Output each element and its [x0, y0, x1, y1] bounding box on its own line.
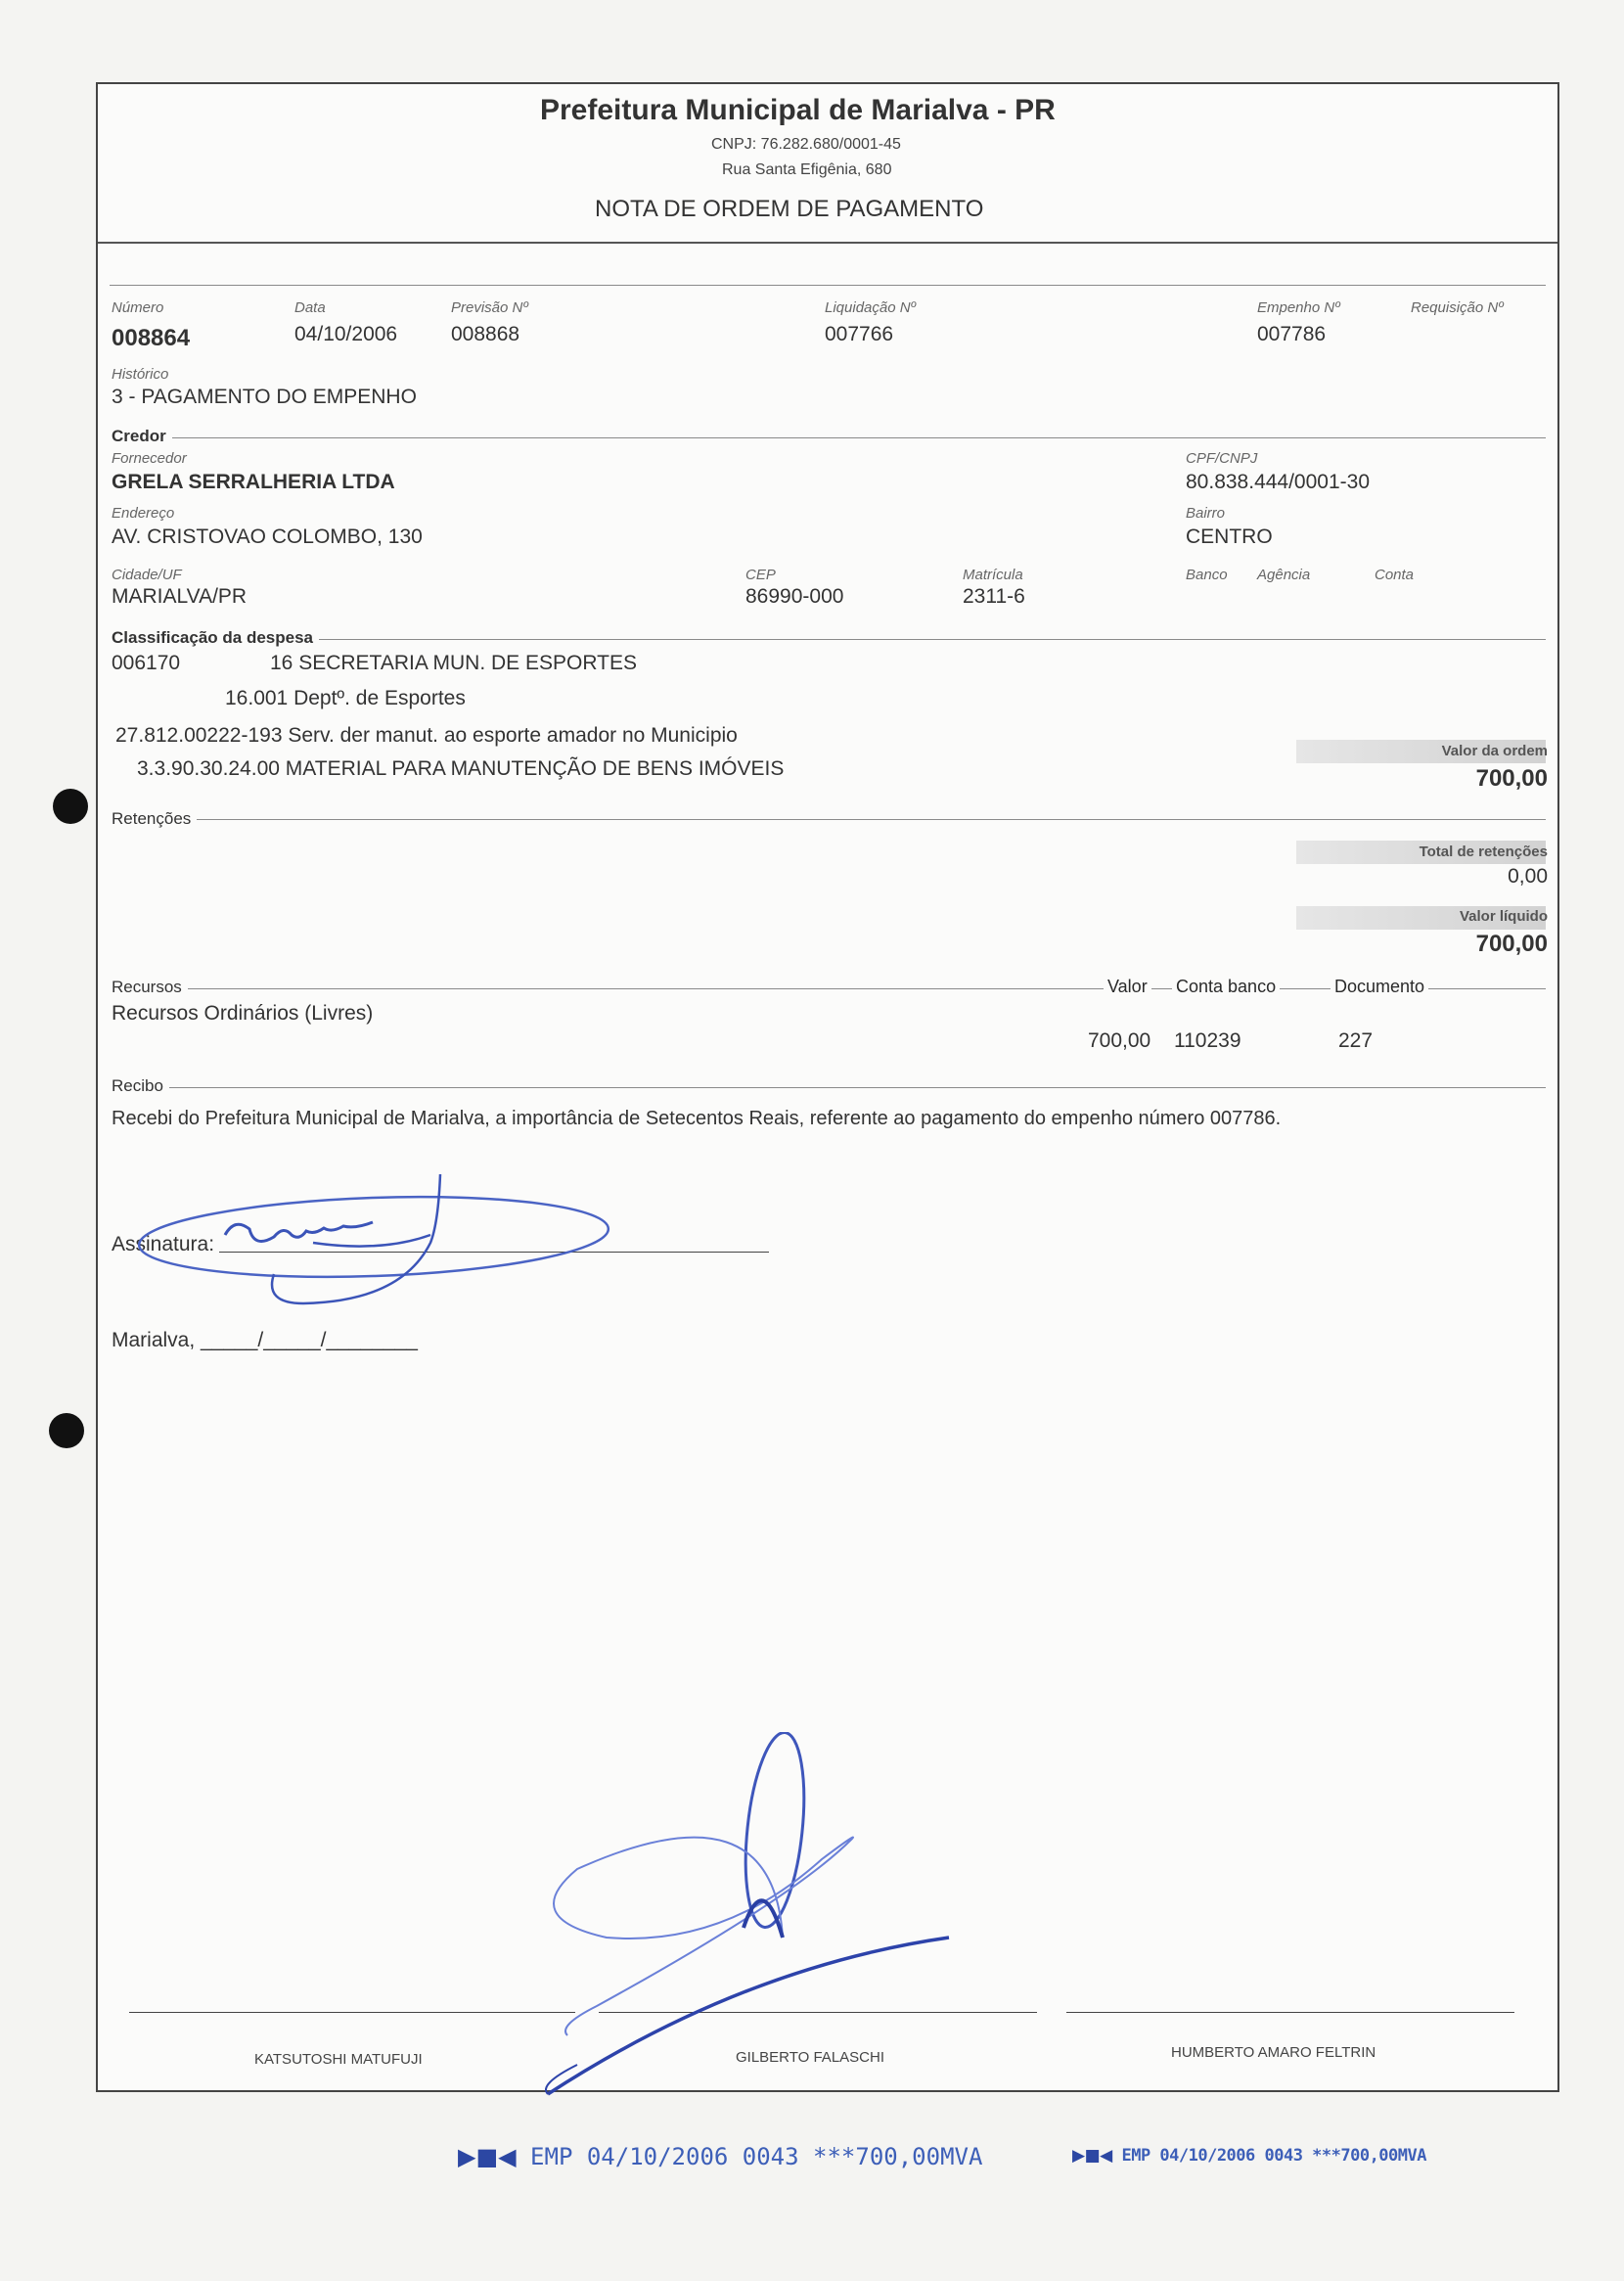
liquidacao-label: Liquidação Nº [825, 299, 917, 316]
bank-stamp-2 [1072, 2146, 1426, 2166]
credor-rule [112, 437, 1546, 438]
total-retencoes-value: 0,00 [1508, 865, 1548, 888]
servico: 27.812.00222-193 Serv. der manut. ao esporte amador no Municipio [115, 724, 738, 747]
recibo-rule [112, 1087, 1546, 1088]
recursos-row-conta: 110239 [1174, 1029, 1241, 1052]
signatory-2: GILBERTO FALASCHI [736, 2049, 884, 2066]
signatory-1: KATSUTOSHI MATUFUJI [254, 2051, 423, 2068]
punch-hole-bottom [49, 1413, 84, 1448]
valor-ordem-label: Valor da ordem [1441, 743, 1548, 759]
recursos-row-name: Recursos Ordinários (Livres) [112, 1002, 374, 1025]
cep-label: CEP [745, 567, 776, 583]
header-divider [98, 242, 1557, 244]
historico-label: Histórico [112, 366, 169, 383]
assinatura-label: Assinatura: [112, 1233, 215, 1255]
banco-label: Banco [1186, 567, 1228, 583]
total-retencoes-label: Total de retenções [1419, 844, 1548, 860]
endereco-value: AV. CRISTOVAO COLOMBO, 130 [112, 525, 423, 548]
cidade-label: Cidade/UF [112, 567, 182, 583]
top-rule [110, 285, 1546, 286]
numero-label: Número [112, 299, 164, 316]
material: 3.3.90.30.24.00 MATERIAL PARA MANUTENÇÃO DE BENS IMÓVEIS [137, 757, 785, 780]
recursos-conta-header: Conta banco [1172, 977, 1280, 997]
secretaria: 16 SECRETARIA MUN. DE ESPORTES [270, 652, 637, 674]
recursos-section-title: Recursos [112, 978, 188, 997]
signatory-3: HUMBERTO AMARO FELTRIN [1171, 2044, 1376, 2061]
previsao-value: 008868 [451, 323, 520, 345]
valor-ordem-value: 700,00 [1475, 765, 1548, 792]
bairro-label: Bairro [1186, 505, 1226, 522]
credor-section-title: Credor [112, 427, 172, 446]
bank-logo-icon: ▶■◀ [458, 2143, 517, 2170]
recibo-text: Recebi do Prefeitura Municipal de Marialva, a importância de Setecentos Reais, referente ao pagamento do empenho número 007786. [112, 1108, 1282, 1129]
numero-value: 008864 [112, 325, 191, 351]
bank-stamp-2-text: EMP 04/10/2006 0043 ***700,00MVA [1121, 2146, 1426, 2166]
signature-line-3 [1066, 2012, 1514, 2013]
address: Rua Santa Efigênia, 680 [722, 161, 892, 178]
fornecedor-value: GRELA SERRALHERIA LTDA [112, 471, 395, 493]
bank-logo-icon: ▶■◀ [1072, 2146, 1112, 2166]
fornecedor-label: Fornecedor [112, 450, 187, 467]
matricula-label: Matrícula [963, 567, 1023, 583]
bank-stamp-1-text: EMP 04/10/2006 0043 ***700,00MVA [530, 2143, 983, 2170]
retencoes-section-title: Retenções [112, 809, 197, 829]
cnpj: CNPJ: 76.282.680/0001-45 [711, 136, 901, 153]
recursos-row-valor: 700,00 [1088, 1029, 1151, 1052]
recursos-documento-header: Documento [1331, 977, 1428, 997]
bairro-value: CENTRO [1186, 525, 1273, 548]
empenho-value: 007786 [1257, 323, 1327, 345]
valor-liquido-value: 700,00 [1475, 931, 1548, 957]
classificacao-code: 006170 [112, 652, 181, 674]
municipality-title: Prefeitura Municipal de Marialva - PR [540, 94, 1056, 126]
retencoes-rule [112, 819, 1546, 820]
cep-value: 86990-000 [745, 585, 844, 608]
date-line: Marialva, _____/_____/________ [112, 1329, 418, 1351]
matricula-value: 2311-6 [963, 585, 1025, 608]
data-value: 04/10/2006 [294, 323, 398, 345]
gilberto-falaschi-signature [519, 1732, 1027, 2123]
payment-order-document [96, 82, 1559, 2092]
liquidacao-value: 007766 [825, 323, 894, 345]
data-label: Data [294, 299, 326, 316]
conta-label: Conta [1375, 567, 1415, 583]
signature-line-1 [129, 2012, 575, 2013]
recursos-valor-header: Valor [1104, 977, 1151, 997]
cidade-value: MARIALVA/PR [112, 585, 248, 608]
document-title: NOTA DE ORDEM DE PAGAMENTO [595, 196, 984, 222]
requisicao-label: Requisição Nº [1411, 299, 1504, 316]
agencia-label: Agência [1257, 567, 1311, 583]
endereco-label: Endereço [112, 505, 175, 522]
empenho-label: Empenho Nº [1257, 299, 1340, 316]
valor-liquido-label: Valor líquido [1459, 908, 1548, 925]
punch-hole-top [53, 789, 88, 824]
classificacao-section-title: Classificação da despesa [112, 628, 319, 648]
historico-value: 3 - PAGAMENTO DO EMPENHO [112, 386, 417, 408]
classificacao-rule [112, 639, 1546, 640]
cpf-cnpj-value: 80.838.444/0001-30 [1186, 471, 1371, 493]
previsao-label: Previsão Nº [451, 299, 528, 316]
cpf-cnpj-label: CPF/CNPJ [1186, 450, 1258, 467]
departamento: 16.001 Deptº. de Esportes [225, 687, 466, 709]
recibo-section-title: Recibo [112, 1076, 169, 1096]
bank-stamp-1 [458, 2143, 982, 2170]
recursos-row-documento: 227 [1338, 1029, 1374, 1052]
receipt-signature [127, 1174, 636, 1311]
